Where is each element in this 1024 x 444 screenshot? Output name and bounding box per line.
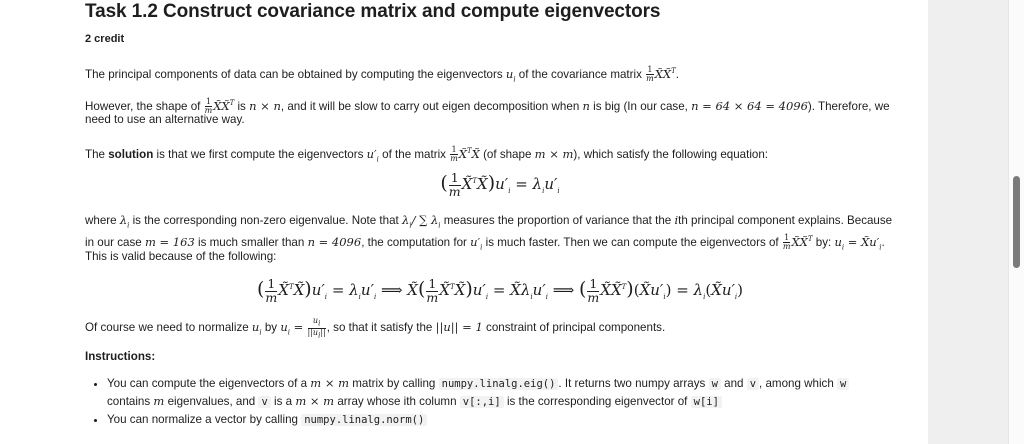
code-wi: w[i] [691,396,722,408]
eig-text-e: in our case [85,235,142,249]
instr-text: , among which [759,377,834,390]
eig-text-f: is much smaller than [198,235,305,249]
math-i: i [674,213,679,227]
code-w: w [709,378,721,390]
code-v: v [747,378,759,390]
instr-text: and [724,377,744,390]
math-ui-def: $u_i$ = $X̃u'_i$ [834,234,882,252]
code-norm: numpy.linalg.norm() [301,414,427,426]
norm-text-c: , so that it satisfy the [326,321,433,335]
solution-text-a: The [85,147,105,161]
math-unit-norm: ||u|| = 1 [435,320,483,335]
shape-text-d: is big (In our case, [593,99,688,113]
solution-text-c: of the matrix [382,147,446,161]
math-nxn: n [249,98,257,113]
math-xxt: X̃X̃$^T$ [791,234,813,249]
intro-mid: of the covariance matrix [518,67,642,81]
eigenvalue-line2: in our case m = 163 is much smaller than n = 4096, the computation for $u'_i$ is much faster. Then we can compute the eigenvectors of $\frac{1}{m}$ X̃X̃$^T$ by: $u_i$ = $X̃u'_i$. [85,233,885,252]
math-mxm: m [534,146,546,161]
math-frac: $\frac{1}{m}$ [204,97,213,116]
eig-text-i: by: [815,235,832,249]
math-ui: $u_i$ [505,66,516,84]
math-frac: $\frac{1}{m}$ [448,170,461,199]
eig-text-h: is much faster. Then we can compute the eigenvectors of [485,235,779,249]
solution-text-e: ), which satisfy the following equation: [573,147,769,161]
math-xxt: X̃X̃$^T$ [654,66,676,81]
solution-paragraph: The solution is that we first compute the eigenvectors $u'_i$ of the matrix $\frac{1}{m}$ X̃$^T$X̃ (of shape m × m), which satisfy the following equation: [85,145,769,164]
task-title: Task 1.2 Construct covariance matrix and compute eigenvectors [85,1,661,22]
instructions-heading: Instructions: [85,350,156,363]
instr-text: You can normalize a vector by calling [107,413,298,426]
math-ui: $u_i$ [251,320,262,337]
shape-text-c: , and it will be slow to carry out eigen decomposition when [280,99,580,113]
eigen-equation: ( $\frac{1}{m}$ $X̃^TX̃)u'_i = \lambda_iu'_i$ [440,170,560,199]
math-m-eq: m = 163 [144,234,195,249]
math-n-eq: n = 64 × 64 = 4096 [691,98,808,113]
shape-text-e: ). Therefore, we [807,99,890,113]
code-eig: numpy.linalg.eig() [439,378,559,390]
math-lambda-ratio: $\lambda_i/$ ∑ $\lambda_i$ [402,213,441,230]
eigenvalue-line3: This is valid because of the following: [85,250,277,263]
derivation-equation: ( $\frac{1}{m}$ $X̃^TX̃)u'_i = \lambda_iu'_i$ ⟹ X̃( $\frac{1}{m}$ $X̃^TX̃)u'_i$ = $X̃\lambda_iu'_i$ ⟹ ( $\frac{1}{m}$ $X̃X̃^T)(X̃u'_i)$ = $\lambda_i(X̃u'_i)$ [256,276,744,305]
code-v: v [258,396,270,408]
intro-paragraph: The principal components of data can be obtained by computing the eigenvectors $u_i$ of the covariance matrix $\frac{1}{m}$ X̃X̃$^T$. [85,65,679,84]
eig-text-a: where [85,214,117,227]
math-frac: $\frac{1}{m}$ [587,276,600,305]
math-mxm: m × m [295,394,335,408]
credit-label: 2 credit [85,33,125,45]
shape-text-a: However, the shape of [85,99,201,113]
math-mxm: m × m [310,376,350,390]
eig-text-b: is the corresponding non-zero eigenvalue. Note that [132,214,399,227]
math-lambda: $\lambda_i$ [119,213,130,230]
instr-text: eigenvalues, and [167,395,256,408]
code-w: w [837,378,849,390]
instr-text: contains [107,395,151,408]
normalize-paragraph [85,317,665,341]
list-item [107,411,849,429]
instr-text: . It returns two numpy arrays [558,377,706,390]
shape-paragraph: However, the shape of $\frac{1}{m}$ X̃X̃$^T$ is n × n, and it will be slow to carry out eigen decomposition when n is big (In our case, n = 64 × 64 = 4096). Therefore, we [85,97,890,116]
instr-text: You can compute the eigenvectors of a [107,377,308,390]
instr-text: array whose ith column [337,395,457,408]
norm-text-a: Of course we need to normalize [85,321,249,335]
math-frac: $\frac{1}{m}$ [450,145,458,164]
solution-bold: solution [108,147,154,161]
norm-text-d: constraint of principal components. [486,321,666,335]
math-frac: $\frac{1}{m}$ [265,276,278,305]
norm-text-b: by [264,321,278,335]
shape-line2: need to use an alternative way. [85,113,245,126]
math-frac: $\frac{1}{m}$ [646,65,654,84]
math-ui-prime: $u'_i$ [470,234,483,252]
right-gutter [928,0,1008,444]
instr-text: matrix by calling [352,377,436,390]
list-item [107,375,849,411]
math-frac: $\frac{1}{m}$ [782,233,791,252]
eig-text-d: th principal component explains. Because [678,214,893,227]
instr-text: is the corresponding eigenvector of [506,395,688,408]
code-col: v[:,i] [460,396,504,408]
math-norm-frac: $\frac{u_i}{||u_i||}$ [307,316,326,340]
scrollbar-thumb[interactable] [1013,176,1020,268]
math-n-val: n = 4096 [307,234,362,249]
eig-text-g: , the computation for [361,235,467,249]
math-xxt: X̃X̃$^T$ [213,98,235,113]
math-ui-eq: $u_i$ = [280,320,304,337]
eig-text-c: measures the proportion of variance that the [443,214,672,227]
solution-text-d: (of shape [483,147,532,161]
math-xtx: X̃$^T$X̃ [458,146,480,161]
instr-text: is a [274,395,293,408]
math-n: n [582,98,590,113]
math-frac: $\frac{1}{m}$ [426,276,439,305]
shape-text-b: is [237,99,246,113]
math-m: m [153,394,165,408]
intro-text: The principal components of data can be obtained by computing the eigenvectors [85,67,503,81]
solution-text-b: is that we first compute the eigenvectors [156,147,364,161]
math-ui-prime: $u'_i$ [366,146,379,164]
instructions-list [85,375,849,429]
